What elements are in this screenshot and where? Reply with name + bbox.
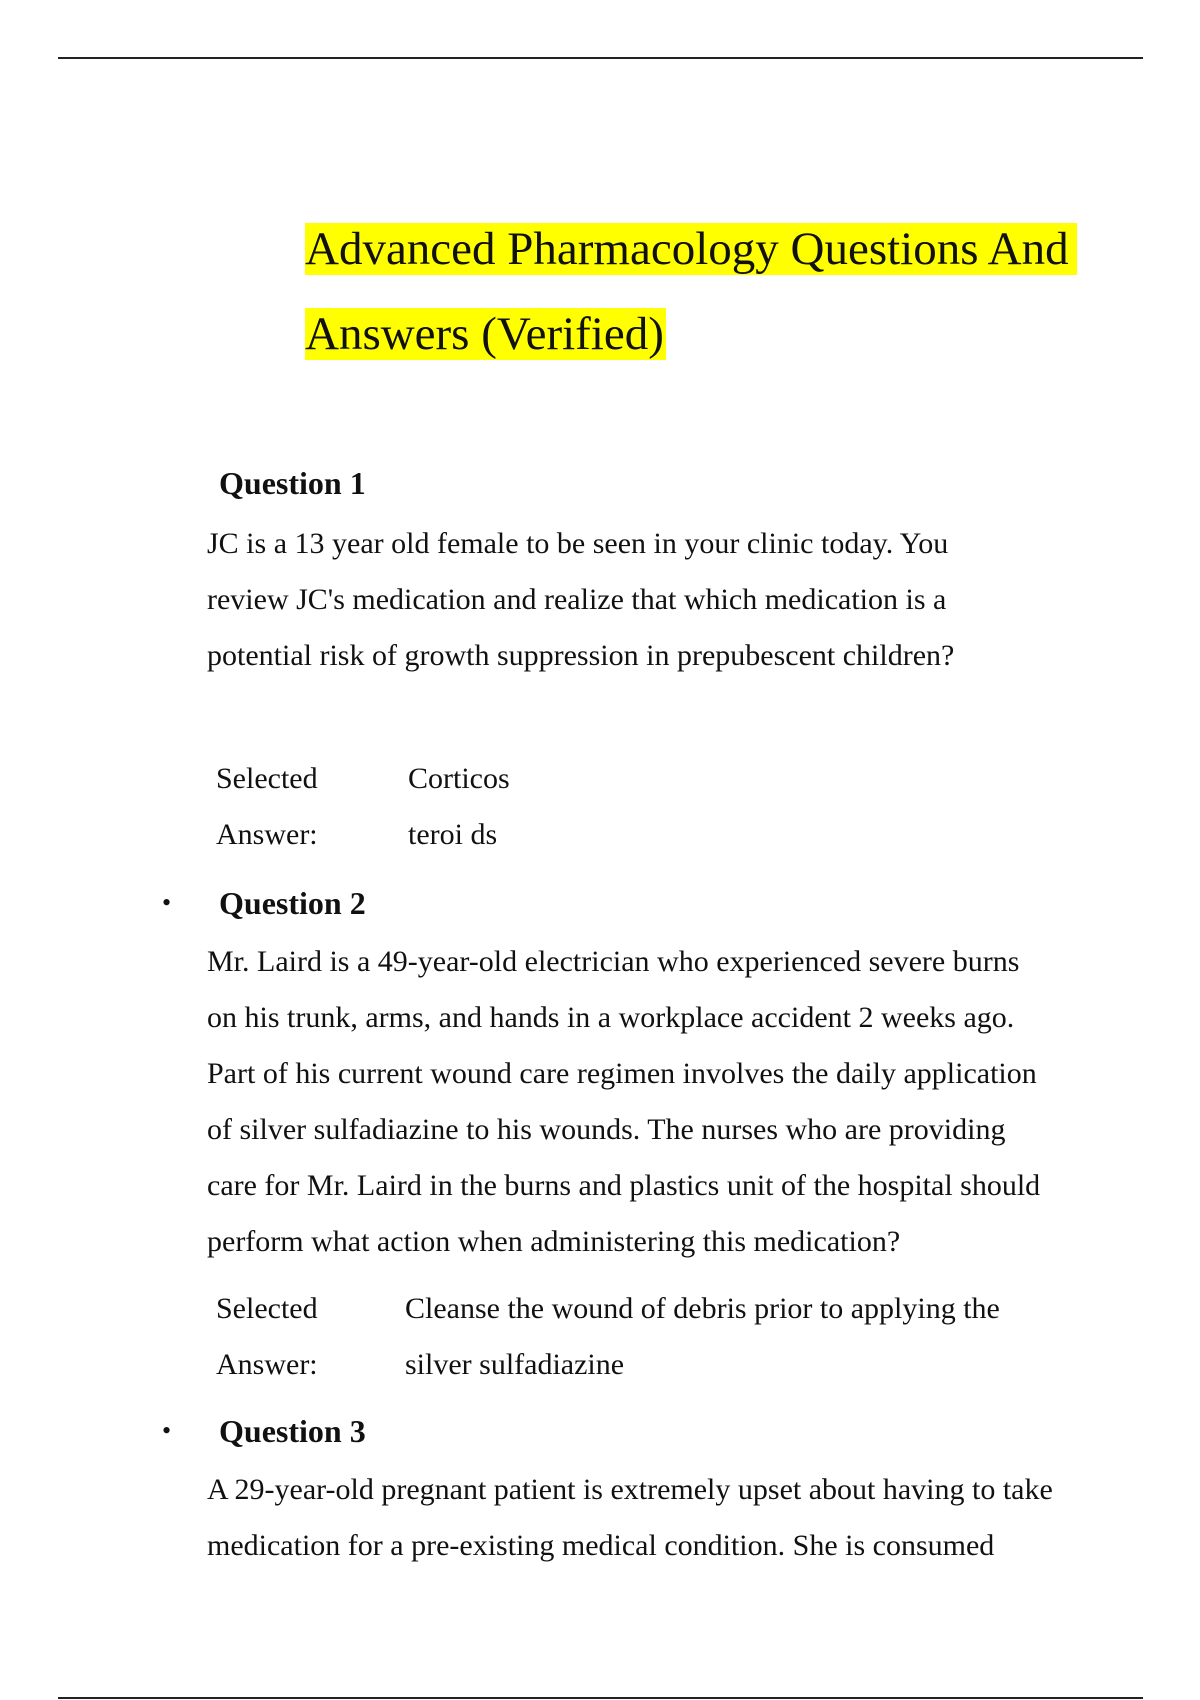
question-2-line: of silver sulfadiazine to his wounds. The nurses who are providing [207,1113,1006,1146]
question-2-line: Mr. Laird is a 49-year-old electrician who experienced severe burns [207,945,1020,978]
answer-value-line: Cleanse the wound of debris prior to applying the [405,1292,1000,1325]
top-rule [58,57,1143,59]
question-2-heading: Question 2 [219,885,366,921]
answer-label-line: Answer: [216,1348,318,1381]
title-highlight-2: Answers (Verified) [305,308,664,360]
bottom-rule [58,1697,1143,1699]
answer-label-line: Selected [216,762,318,795]
question-1-line: review JC's medication and realize that which medication is a [207,583,947,616]
question-1-answer-label [216,751,318,863]
question-2-text [207,934,1127,1270]
answer-value-line: Corticos [408,762,510,795]
answer-label-line: Answer: [216,818,318,851]
question-3-heading: Question 3 [219,1413,366,1449]
question-1-answer-value [408,751,510,863]
question-2-line: care for Mr. Laird in the burns and plastics unit of the hospital should [207,1169,1041,1202]
title-highlight-1: Advanced Pharmacology Questions And [305,223,1077,275]
question-1-heading: Question 1 [219,465,366,501]
question-1-text [207,516,1127,684]
question-2-line: perform what action when administering this medication? [207,1225,901,1258]
question-2-line: Part of his current wound care regimen involves the daily application [207,1057,1037,1090]
bullet-icon: • [162,888,172,917]
question-3-text [207,1462,1127,1574]
bullet-icon: • [162,1416,172,1445]
answer-value-line: silver sulfadiazine [405,1348,625,1381]
question-2-answer-value [405,1281,1000,1393]
question-3-line: medication for a pre-existing medical condition. She is consumed [207,1529,995,1562]
question-2-line: on his trunk, arms, and hands in a workplace accident 2 weeks ago. [207,1001,1015,1034]
question-1-line: JC is a 13 year old female to be seen in your clinic today. You [207,527,949,560]
document-title-line-2 [305,305,666,363]
question-3-line: A 29-year-old pregnant patient is extremely upset about having to take [207,1473,1053,1506]
answer-value-line: teroi ds [408,818,498,851]
question-2-answer-label [216,1281,318,1393]
answer-label-line: Selected [216,1292,318,1325]
question-1-line: potential risk of growth suppression in prepubescent children? [207,639,955,672]
document-title-line-1 [305,220,1077,278]
